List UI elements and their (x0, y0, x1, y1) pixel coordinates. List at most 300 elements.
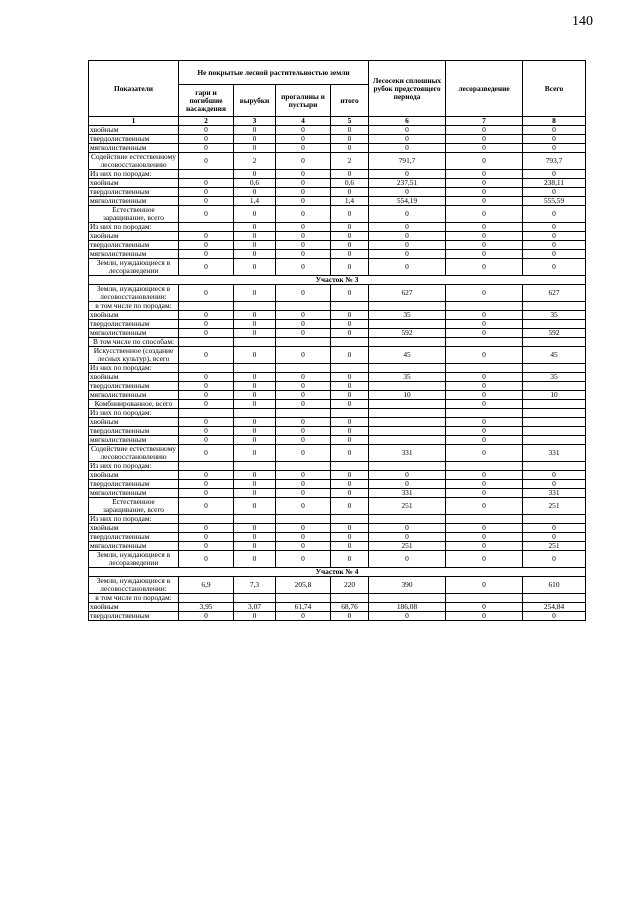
cell-cuttings (369, 418, 446, 427)
cell-total: 0 (523, 170, 586, 179)
cell-glades (276, 338, 331, 347)
cell-total: 610 (523, 577, 586, 594)
cell-reforestation: 0 (446, 603, 523, 612)
cell-cuttings (369, 462, 446, 471)
cell-clearings: 0 (234, 391, 276, 400)
cell-glades: 0 (276, 400, 331, 409)
table-row (89, 364, 586, 373)
table-row (89, 542, 586, 551)
cell-burned: 0 (179, 551, 234, 568)
cell-glades (276, 409, 331, 418)
cell-total: 793,7 (523, 153, 586, 170)
cell-indicator: Из них по породам: (89, 515, 179, 524)
cell-glades: 0 (276, 524, 331, 533)
cell-subtotal (331, 594, 369, 603)
cell-burned: 0 (179, 197, 234, 206)
cell-glades: 0 (276, 612, 331, 621)
cell-reforestation: 0 (446, 347, 523, 364)
cell-glades: 0 (276, 391, 331, 400)
cell-cuttings: 0 (369, 232, 446, 241)
cell-total: 254,84 (523, 603, 586, 612)
cell-total (523, 320, 586, 329)
cell-subtotal: 68,76 (331, 603, 369, 612)
cell-glades: 0 (276, 241, 331, 250)
cell-glades (276, 364, 331, 373)
cell-reforestation: 0 (446, 391, 523, 400)
cell-clearings: 0 (234, 170, 276, 179)
cell-glades: 0 (276, 427, 331, 436)
cell-clearings (234, 302, 276, 311)
cell-subtotal: 0,6 (331, 179, 369, 188)
cell-reforestation: 0 (446, 206, 523, 223)
cell-reforestation: 0 (446, 311, 523, 320)
cell-clearings: 0 (234, 329, 276, 338)
cell-glades (276, 515, 331, 524)
cell-total: 10 (523, 391, 586, 400)
cell-total: 592 (523, 329, 586, 338)
cell-total: 331 (523, 489, 586, 498)
cell-subtotal: 0 (331, 188, 369, 197)
column-number: 4 (276, 117, 331, 126)
cell-clearings (234, 462, 276, 471)
table-row (89, 427, 586, 436)
cell-clearings: 0 (234, 427, 276, 436)
cell-burned: 0 (179, 206, 234, 223)
cell-cuttings: 331 (369, 489, 446, 498)
cell-indicator: в том числе по породам: (89, 302, 179, 311)
cell-indicator: Из них по породам: (89, 364, 179, 373)
cell-reforestation: 0 (446, 382, 523, 391)
cell-indicator: мягколиственным (89, 489, 179, 498)
cell-clearings: 0 (234, 471, 276, 480)
cell-subtotal: 0 (331, 480, 369, 489)
cell-indicator: твердолиственным (89, 241, 179, 250)
cell-subtotal: 0 (331, 498, 369, 515)
cell-subtotal: 2 (331, 153, 369, 170)
cell-total: 0 (523, 232, 586, 241)
table-row (89, 480, 586, 489)
table-row (89, 135, 586, 144)
cell-reforestation (446, 515, 523, 524)
cell-total: 238,11 (523, 179, 586, 188)
cell-total (523, 302, 586, 311)
cell-reforestation: 0 (446, 524, 523, 533)
cell-cuttings (369, 338, 446, 347)
cell-total (523, 436, 586, 445)
table-row (89, 391, 586, 400)
cell-glades (276, 302, 331, 311)
table-row (89, 197, 586, 206)
cell-cuttings: 0 (369, 223, 446, 232)
table-row (89, 347, 586, 364)
cell-total (523, 462, 586, 471)
cell-reforestation: 0 (446, 126, 523, 135)
cell-reforestation: 0 (446, 533, 523, 542)
cell-reforestation: 0 (446, 418, 523, 427)
cell-reforestation: 0 (446, 320, 523, 329)
cell-burned: 0 (179, 524, 234, 533)
header-subtotal: итого (331, 85, 369, 117)
cell-clearings: 0 (234, 347, 276, 364)
cell-cuttings: 35 (369, 311, 446, 320)
cell-indicator: твердолиственным (89, 135, 179, 144)
cell-subtotal: 0 (331, 373, 369, 382)
cell-total: 251 (523, 542, 586, 551)
cell-subtotal: 0 (331, 329, 369, 338)
cell-clearings: 0 (234, 542, 276, 551)
section-row (89, 568, 586, 577)
cell-total: 0 (523, 533, 586, 542)
cell-clearings (234, 594, 276, 603)
cell-total: 35 (523, 311, 586, 320)
table-row (89, 373, 586, 382)
section-title: Участок № 3 (89, 276, 586, 285)
cell-burned: 0 (179, 250, 234, 259)
cell-reforestation: 0 (446, 551, 523, 568)
cell-glades: 0 (276, 206, 331, 223)
cell-burned (179, 462, 234, 471)
cell-total: 0 (523, 206, 586, 223)
cell-burned (179, 338, 234, 347)
cell-total: 251 (523, 498, 586, 515)
column-number: 1 (89, 117, 179, 126)
cell-indicator: твердолиственным (89, 188, 179, 197)
cell-indicator: Земли, нуждающиеся в лесовосстановлении: (89, 577, 179, 594)
cell-total: 0 (523, 250, 586, 259)
cell-subtotal: 0 (331, 551, 369, 568)
cell-clearings: 3,07 (234, 603, 276, 612)
table-header (89, 61, 586, 126)
cell-glades: 0 (276, 197, 331, 206)
header-reforestation: лесоразведение (446, 61, 523, 117)
cell-glades: 0 (276, 320, 331, 329)
cell-glades: 0 (276, 311, 331, 320)
cell-cuttings: 592 (369, 329, 446, 338)
cell-glades: 0 (276, 436, 331, 445)
cell-total: 331 (523, 445, 586, 462)
cell-cuttings: 251 (369, 498, 446, 515)
cell-cuttings: 0 (369, 533, 446, 542)
cell-burned: 0 (179, 427, 234, 436)
table-row (89, 577, 586, 594)
cell-indicator: хвойным (89, 603, 179, 612)
cell-burned: 0 (179, 542, 234, 551)
cell-reforestation: 0 (446, 250, 523, 259)
cell-total (523, 338, 586, 347)
cell-total (523, 409, 586, 418)
cell-burned: 6,9 (179, 577, 234, 594)
cell-cuttings: 0 (369, 551, 446, 568)
table-row (89, 471, 586, 480)
header-burned: гари и погибшие насаждения (179, 85, 234, 117)
cell-subtotal: 0 (331, 445, 369, 462)
cell-indicator: мягколиственным (89, 197, 179, 206)
cell-indicator: Земли, нуждающиеся в лесовосстановлении: (89, 285, 179, 302)
cell-subtotal: 0 (331, 382, 369, 391)
cell-cuttings: 554,19 (369, 197, 446, 206)
cell-burned: 0 (179, 241, 234, 250)
cell-glades: 0 (276, 329, 331, 338)
cell-subtotal: 0 (331, 391, 369, 400)
cell-indicator: Земли, нуждающиеся в лесоразведении (89, 551, 179, 568)
cell-glades: 0 (276, 373, 331, 382)
cell-subtotal: 0 (331, 285, 369, 302)
cell-glades: 0 (276, 144, 331, 153)
cell-indicator: Комбинированное, всего (89, 400, 179, 409)
cell-subtotal (331, 338, 369, 347)
cell-glades: 0 (276, 498, 331, 515)
cell-glades: 0 (276, 533, 331, 542)
cell-clearings: 0 (234, 382, 276, 391)
table-row (89, 400, 586, 409)
cell-total: 0 (523, 524, 586, 533)
cell-indicator: твердолиственным (89, 533, 179, 542)
cell-clearings (234, 338, 276, 347)
cell-total (523, 382, 586, 391)
cell-burned: 0 (179, 320, 234, 329)
cell-cuttings: 331 (369, 445, 446, 462)
cell-subtotal: 0 (331, 436, 369, 445)
cell-indicator: твердолиственным (89, 480, 179, 489)
cell-burned: 0 (179, 126, 234, 135)
cell-subtotal: 0 (331, 144, 369, 153)
table-row (89, 498, 586, 515)
cell-burned: 0 (179, 347, 234, 364)
cell-reforestation: 0 (446, 170, 523, 179)
cell-indicator: хвойным (89, 179, 179, 188)
cell-indicator: мягколиственным (89, 436, 179, 445)
cell-total (523, 594, 586, 603)
cell-burned: 0 (179, 498, 234, 515)
cell-burned: 0 (179, 285, 234, 302)
table-row (89, 179, 586, 188)
cell-total: 0 (523, 126, 586, 135)
cell-clearings: 0 (234, 373, 276, 382)
cell-glades: 61,74 (276, 603, 331, 612)
cell-cuttings: 0 (369, 471, 446, 480)
cell-cuttings: 627 (369, 285, 446, 302)
cell-cuttings: 0 (369, 250, 446, 259)
cell-reforestation: 0 (446, 153, 523, 170)
cell-indicator: Из них по породам: (89, 223, 179, 232)
cell-burned: 0 (179, 400, 234, 409)
cell-reforestation: 0 (446, 144, 523, 153)
table-body (89, 126, 586, 621)
cell-cuttings: 0 (369, 524, 446, 533)
cell-subtotal: 0 (331, 241, 369, 250)
column-number: 7 (446, 117, 523, 126)
cell-total: 627 (523, 285, 586, 302)
cell-cuttings: 0 (369, 480, 446, 489)
cell-clearings: 0 (234, 311, 276, 320)
cell-subtotal (331, 364, 369, 373)
cell-glades: 0 (276, 471, 331, 480)
cell-glades: 0 (276, 542, 331, 551)
cell-subtotal: 0 (331, 533, 369, 542)
cell-subtotal: 0 (331, 170, 369, 179)
cell-reforestation: 0 (446, 223, 523, 232)
cell-total: 0 (523, 135, 586, 144)
cell-clearings: 0 (234, 285, 276, 302)
cell-burned: 0 (179, 382, 234, 391)
cell-indicator: хвойным (89, 373, 179, 382)
cell-subtotal (331, 302, 369, 311)
cell-glades (276, 462, 331, 471)
cell-clearings: 0 (234, 320, 276, 329)
cell-burned: 0 (179, 373, 234, 382)
column-number: 2 (179, 117, 234, 126)
table-row (89, 533, 586, 542)
table-row (89, 445, 586, 462)
cell-glades: 0 (276, 188, 331, 197)
cell-clearings: 0 (234, 206, 276, 223)
cell-subtotal: 220 (331, 577, 369, 594)
cell-cuttings: 390 (369, 577, 446, 594)
column-number: 3 (234, 117, 276, 126)
cell-reforestation: 0 (446, 480, 523, 489)
cell-total (523, 515, 586, 524)
cell-subtotal: 0 (331, 489, 369, 498)
cell-total: 0 (523, 471, 586, 480)
section-row (89, 276, 586, 285)
cell-reforestation: 0 (446, 542, 523, 551)
cell-total: 0 (523, 551, 586, 568)
cell-clearings: 0 (234, 232, 276, 241)
cell-indicator: Из них по породам: (89, 170, 179, 179)
cell-clearings (234, 409, 276, 418)
cell-cuttings: 0 (369, 144, 446, 153)
cell-total: 0 (523, 144, 586, 153)
table-row (89, 144, 586, 153)
cell-indicator: Содействие естественному лесовосстановлению (89, 153, 179, 170)
cell-total: 0 (523, 259, 586, 276)
cell-cuttings: 0 (369, 135, 446, 144)
cell-reforestation: 0 (446, 498, 523, 515)
cell-reforestation: 0 (446, 612, 523, 621)
column-number: 8 (523, 117, 586, 126)
cell-subtotal: 0 (331, 524, 369, 533)
cell-cuttings (369, 364, 446, 373)
cell-reforestation (446, 338, 523, 347)
cell-clearings: 0 (234, 533, 276, 542)
cell-reforestation (446, 364, 523, 373)
cell-clearings: 1,4 (234, 197, 276, 206)
cell-burned (179, 409, 234, 418)
cell-indicator: твердолиственным (89, 612, 179, 621)
cell-reforestation: 0 (446, 489, 523, 498)
cell-indicator: Из них по породам: (89, 409, 179, 418)
cell-burned: 0 (179, 144, 234, 153)
cell-clearings: 0 (234, 241, 276, 250)
cell-indicator: мягколиственным (89, 144, 179, 153)
table-row (89, 382, 586, 391)
table-row (89, 603, 586, 612)
cell-indicator: мягколиственным (89, 250, 179, 259)
cell-clearings: 0 (234, 480, 276, 489)
cell-cuttings (369, 409, 446, 418)
cell-reforestation: 0 (446, 427, 523, 436)
table-row (89, 489, 586, 498)
cell-reforestation: 0 (446, 329, 523, 338)
cell-glades: 0 (276, 382, 331, 391)
cell-reforestation: 0 (446, 188, 523, 197)
table-row (89, 612, 586, 621)
table-row (89, 524, 586, 533)
cell-indicator: хвойным (89, 471, 179, 480)
header-clearings: вырубки (234, 85, 276, 117)
cell-burned: 0 (179, 533, 234, 542)
cell-clearings (234, 364, 276, 373)
cell-clearings: 0 (234, 126, 276, 135)
cell-glades: 0 (276, 551, 331, 568)
cell-clearings: 2 (234, 153, 276, 170)
cell-reforestation: 0 (446, 471, 523, 480)
cell-reforestation: 0 (446, 241, 523, 250)
cell-glades: 0 (276, 489, 331, 498)
cell-clearings: 0 (234, 418, 276, 427)
column-number: 5 (331, 117, 369, 126)
cell-clearings: 0 (234, 259, 276, 276)
cell-cuttings: 251 (369, 542, 446, 551)
cell-reforestation: 0 (446, 400, 523, 409)
cell-glades: 0 (276, 418, 331, 427)
cell-glades: 0 (276, 223, 331, 232)
cell-burned: 0 (179, 489, 234, 498)
cell-indicator: мягколиственным (89, 329, 179, 338)
cell-burned: 0 (179, 329, 234, 338)
column-numbers-row (89, 117, 586, 126)
cell-indicator: в том числе по породам: (89, 594, 179, 603)
cell-subtotal: 0 (331, 347, 369, 364)
cell-clearings: 0 (234, 250, 276, 259)
table-row (89, 594, 586, 603)
cell-burned (179, 170, 234, 179)
cell-indicator: хвойным (89, 524, 179, 533)
cell-clearings: 0 (234, 489, 276, 498)
cell-reforestation (446, 462, 523, 471)
table-row (89, 223, 586, 232)
cell-cuttings: 237,51 (369, 179, 446, 188)
cell-clearings: 0 (234, 223, 276, 232)
cell-subtotal: 0 (331, 259, 369, 276)
table-row (89, 418, 586, 427)
table-row (89, 285, 586, 302)
section-title: Участок № 4 (89, 568, 586, 577)
cell-reforestation: 0 (446, 285, 523, 302)
cell-clearings: 0 (234, 400, 276, 409)
cell-cuttings (369, 594, 446, 603)
cell-subtotal: 1,4 (331, 197, 369, 206)
cell-clearings: 0,6 (234, 179, 276, 188)
header-not-covered: Не покрытые лесной растительностью земли (179, 61, 369, 85)
cell-burned (179, 302, 234, 311)
cell-burned (179, 223, 234, 232)
cell-cuttings: 45 (369, 347, 446, 364)
cell-total (523, 364, 586, 373)
cell-subtotal (331, 462, 369, 471)
cell-clearings: 0 (234, 436, 276, 445)
table-row (89, 188, 586, 197)
cell-total: 0 (523, 188, 586, 197)
cell-subtotal: 0 (331, 612, 369, 621)
cell-subtotal: 0 (331, 232, 369, 241)
cell-reforestation: 0 (446, 135, 523, 144)
cell-glades: 0 (276, 259, 331, 276)
cell-clearings: 0 (234, 144, 276, 153)
cell-subtotal (331, 409, 369, 418)
cell-cuttings: 0 (369, 612, 446, 621)
cell-total: 45 (523, 347, 586, 364)
